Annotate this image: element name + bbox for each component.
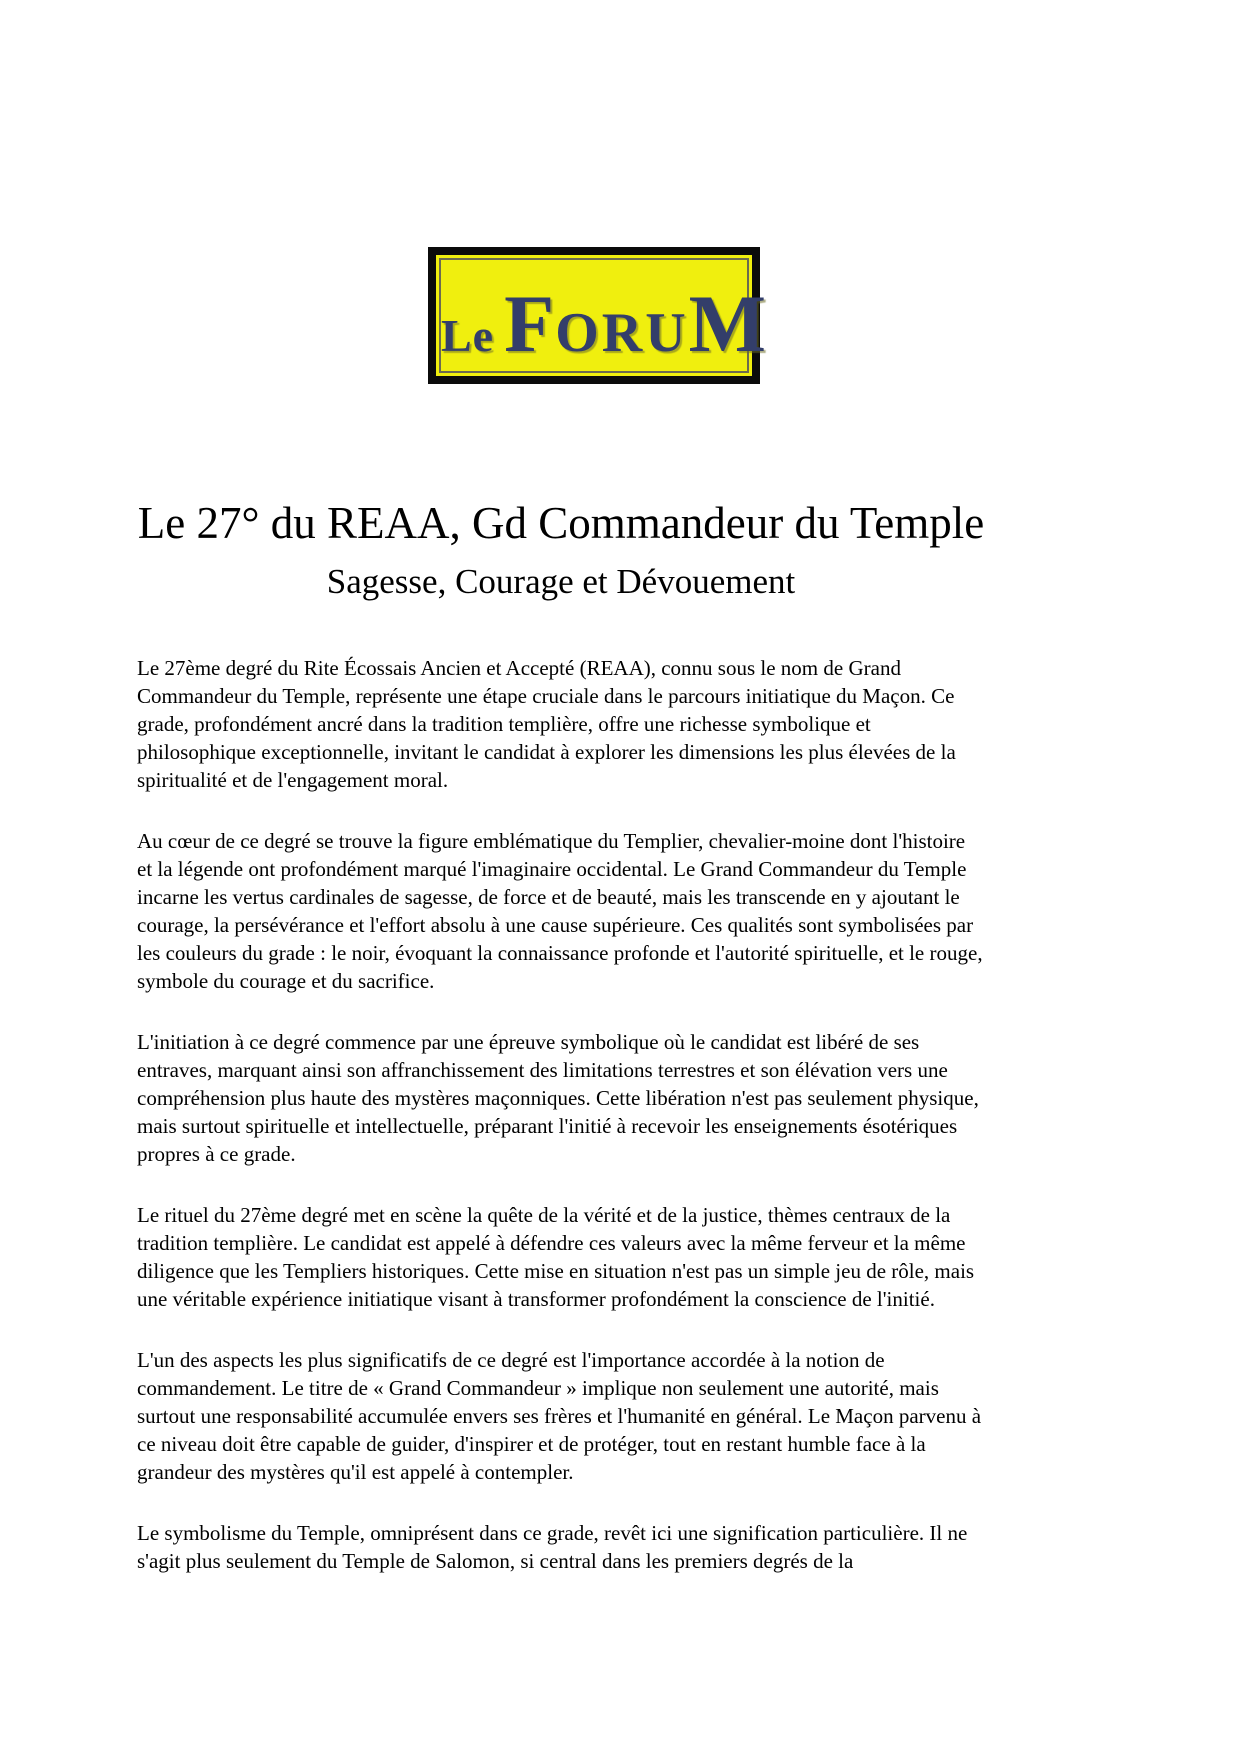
paragraph-commandement: L'un des aspects les plus significatifs de ce degré est l'importance accordée à la notion de commandement. Le titre de « Grand Commandeur » implique non seulement une autorité, mais surtout une responsabilité accumulée envers ses frères et l'humanité en général. Le Maçon parvenu à ce niveau doit être capable de guider, d'inspirer et de protéger, tout en restant humble face à la grandeur des mystères qu'il est appelé à contempler. bbox=[137, 1348, 982, 1484]
paragraph-templier-figure: Au cœur de ce degré se trouve la figure emblématique du Templier, chevalier-moine dont l'histoire et la légende ont profondément marqué l'imaginaire occidental. Le Grand Commandeur du Temple incarne les vertus cardinales de sagesse, de force et de beauté, mais les transcende en y ajoutant le courage, la persévérance et l'effort absolu à une cause supérieure. Ces qualités sont symbolisées par les couleurs du grade : le noir, évoquant la connaissance profonde et l'autorité spirituelle, et le rouge, symbole du courage et du sacrifice. bbox=[137, 829, 983, 993]
paragraph-rituel: Le rituel du 27ème degré met en scène la quête de la vérité et de la justice, thèmes centraux de la tradition templière. Le candidat est appelé à défendre ces valeurs avec la même ferveur et la même diligence que les Templiers historiques. Cette mise en situation n'est pas un simple jeu de rôle, mais une véritable expérience initiatique visant à transformer profondément la conscience de l'initié. bbox=[137, 1203, 975, 1311]
page-title: Le 27° du REAA, Gd Commandeur du Temple bbox=[137, 498, 985, 548]
logo-letter-f: F bbox=[504, 278, 556, 369]
le-forum-logo bbox=[428, 247, 768, 384]
logo-prefix: Le bbox=[441, 310, 495, 361]
page-subtitle: Sagesse, Courage et Dévouement bbox=[326, 562, 796, 601]
paragraph-initiation: L'initiation à ce degré commence par une épreuve symbolique où le candidat est libéré de ses entraves, marquant ainsi son affranchissement des limitations terrestres et son élévation vers une compréhension plus haute des mystères maçonniques. Cette libération n'est pas seulement physique, mais surtout spirituelle et intellectuelle, préparant l'initié à recevoir les enseignements ésotériques propres à ce grade. bbox=[137, 1030, 979, 1166]
paragraph-symbolisme-temple: Le symbolisme du Temple, omniprésent dans ce grade, revêt ici une signification particulière. Il ne s'agit plus seulement du Temple de Salomon, si central dans les premiers degrés de la bbox=[137, 1521, 968, 1573]
logo-letters-oru: ORU bbox=[555, 302, 689, 364]
logo-wordmark bbox=[441, 277, 768, 371]
article-body bbox=[137, 654, 985, 1608]
logo-letter-m: M bbox=[688, 278, 768, 369]
le-forum-logo-inner-border bbox=[439, 258, 768, 373]
paragraph-intro: Le 27ème degré du Rite Écossais Ancien et Accepté (REAA), connu sous le nom de Grand Commandeur du Temple, représente une étape cruciale dans le parcours initiatique du Maçon. Ce grade, profondément ancré dans la tradition templière, offre une richesse symbolique et philosophique exceptionnelle, invitant le candidat à explorer les dimensions les plus élevées de la spiritualité et de l'engagement moral. bbox=[137, 656, 956, 792]
